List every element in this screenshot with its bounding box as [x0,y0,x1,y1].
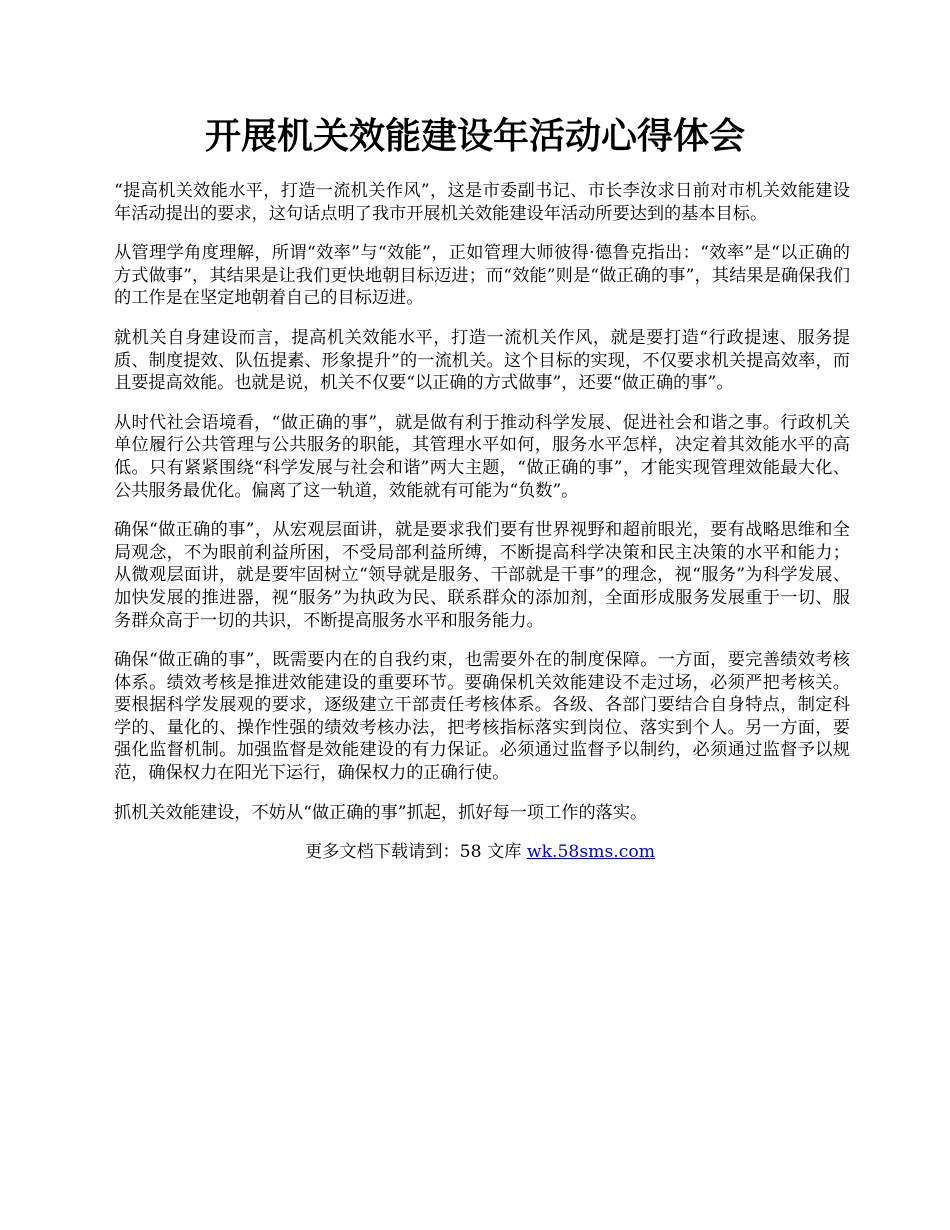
document-body [114,180,850,864]
paragraph-5: 确保“做正确的事”，从宏观层面讲，就是要求我们要有世界视野和超前眼光，要有战略思维和全局观念，不为眼前利益所困，不受局部利益所缚，不断提高科学决策和民主决策的水平和能力；从微观层面讲，就是要牢固树立“领导就是服务、干部就是干事”的理念，视“服务”为科学发展、加快发展的推进器，视“服务”为执政为民、联系群众的添加剂，全面形成服务发展重于一切、服务群众高于一切的共识，不断提高服务水平和服务能力。 [114,520,850,631]
paragraph-6: 确保“做正确的事”，既需要内在的自我约束，也需要外在的制度保障。一方面，要完善绩效考核体系。绩效考核是推进效能建设的重要环节。要确保机关效能建设不走过场，必须严把考核关。要根据科学发展观的要求，逐级建立干部责任考核体系。各级、各部门要结合自身特点，制定科学的、量化的、操作性强的绩效考核办法，把考核指标落实到岗位、落实到个人。另一方面，要强化监督机制。加强监督是效能建设的有力保证。必须通过监督予以制约，必须通过监督予以规范，确保权力在阳光下运行，确保权力的正确行使。 [114,650,850,784]
paragraph-4: 从时代社会语境看，“做正确的事”，就是做有利于推动科学发展、促进社会和谐之事。行政机关单位履行公共管理与公共服务的职能，其管理水平如何，服务水平怎样，决定着其效能水平的高低。只有紧紧围绕“科学发展与社会和谐”两大主题，“做正确的事”，才能实现管理效能最大化、公共服务最优化。偏离了这一轨道，效能就有可能为“负数”。 [114,412,850,501]
footer-text: 更多文档下载请到：58 文库 [304,842,527,863]
paragraph-7: 抓机关效能建设，不妨从“做正确的事”抓起，抓好每一项工作的落实。 [114,802,648,823]
download-link[interactable]: wk.58sms.com [526,842,655,863]
document-title: 开展机关效能建设年活动心得体会 [204,115,745,157]
paragraph-1: “提高机关效能水平，打造一流机关作风”，这是市委副书记、市长李汝求日前对市机关效能建设年活动提出的要求，这句话点明了我市开展机关效能建设年活动所要达到的基本目标。 [114,181,850,224]
paragraph-2: 从管理学角度理解，所谓“效率”与“效能”，正如管理大师彼得·德鲁克指出：“效率”是“以正确的方式做事”，其结果是让我们更快地朝目标迈进；而“效能”则是“做正确的事”，其结果是确保我们的工作是在坚定地朝着自己的目标迈进。 [114,243,850,309]
paragraph-3: 就机关自身建设而言，提高机关效能水平，打造一流机关作风，就是要打造“行政提速、服务提质、制度提效、队伍提素、形象提升”的一流机关。这个目标的实现，不仅要求机关提高效率，而且要提高效能。也就是说，机关不仅要“以正确的方式做事”，还要“做正确的事”。 [114,327,850,394]
download-footer [112,841,848,864]
